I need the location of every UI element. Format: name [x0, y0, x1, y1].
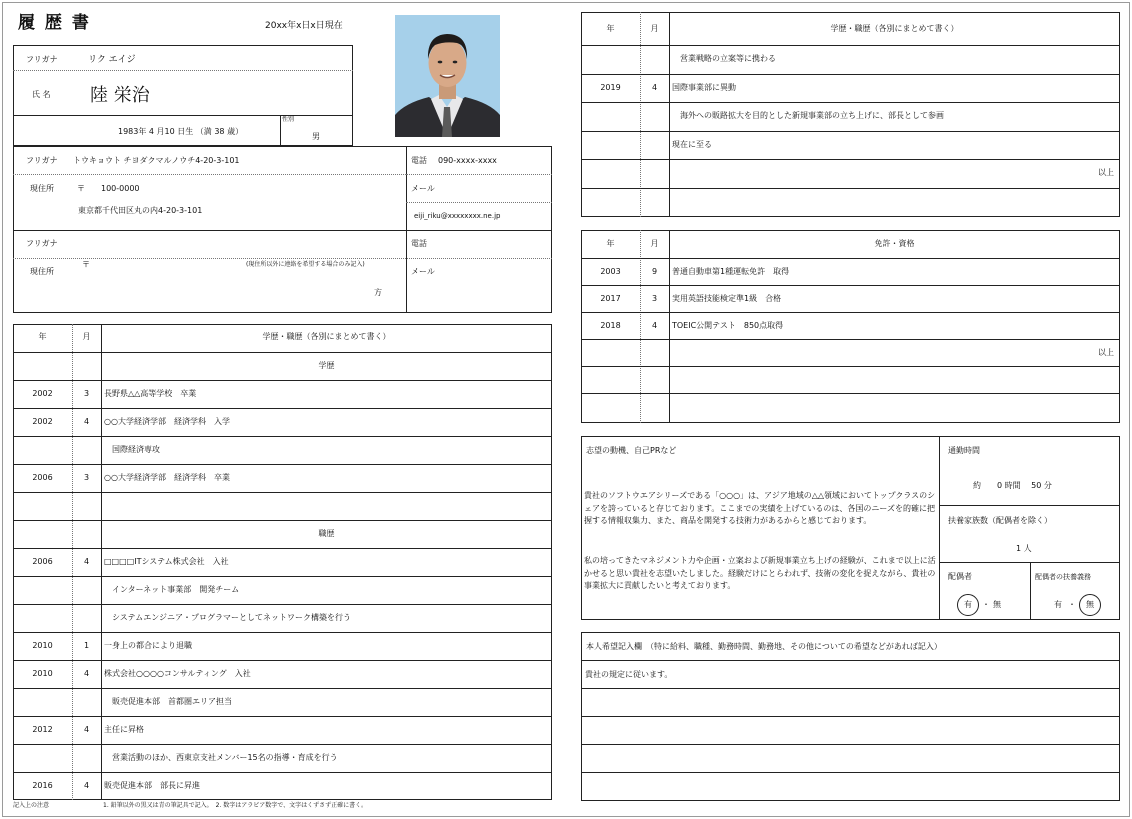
- contact-note: (現住所以外に連絡を希望する場合のみ記入): [246, 261, 365, 268]
- history-left-row-year: 2010: [32, 641, 53, 650]
- sex-value: 男: [312, 132, 320, 141]
- history-left-row-month: 4: [83, 417, 90, 426]
- full-name: 陸 栄治: [90, 85, 150, 106]
- history-left-row-year: 2002: [32, 389, 53, 398]
- history-left-row-divider: [13, 744, 552, 745]
- license-row-month: 4: [651, 321, 658, 330]
- history-left-row-divider: [13, 520, 552, 521]
- history-left-row-text: 学歴: [318, 361, 335, 370]
- request-text: 貴社の規定に従います。: [585, 670, 673, 679]
- license-row-year: 2003: [600, 267, 621, 276]
- commute-value: 約 0 時間 50 分: [973, 481, 1052, 490]
- history-left-row-month: 4: [83, 781, 90, 790]
- history-right-row-text: 営業戦略の立案等に携わる: [672, 54, 776, 63]
- motivation-label: 志望の動機、自己PRなど: [586, 446, 677, 455]
- license-row-year: 2017: [600, 294, 621, 303]
- license-row-divider: [581, 366, 1120, 367]
- tel-label-2: 電話: [411, 239, 427, 248]
- history-left-row-month: 4: [83, 557, 90, 566]
- tel-1: 090-xxxx-xxxx: [438, 156, 497, 165]
- spouse-no: 無: [993, 600, 1001, 609]
- motivation-text-1: 貴社のソフトウエアシリーズである「○○○」は、アジア地域の△△領域においてトップクラスのシェアを誇っていると存じております。ここまでの実績を上げているのは、各国のニーズを的確に把握する情報収集力、また、商品を開発する技術力があるからと感じております。: [584, 491, 936, 525]
- mail-1: eiji_riku@xxxxxxxx.ne.jp: [414, 212, 501, 220]
- history-right-row-divider: [581, 159, 1120, 160]
- history-left-row-month: 4: [83, 725, 90, 734]
- license-content-header: 免許・資格: [874, 239, 915, 248]
- history-left-row-divider: [13, 408, 552, 409]
- history-left-row-text: 一身上の都合により退職: [104, 641, 192, 650]
- history-left-row-divider: [13, 604, 552, 605]
- license-row-divider: [581, 285, 1120, 286]
- history-right-row-text: 海外への販路拡大を目的とした新規事業部の立ち上げに、部長として参画: [672, 111, 944, 120]
- history-left-row-year: 2006: [32, 473, 53, 482]
- license-row-text: 以上: [1098, 348, 1114, 357]
- request-label: 本人希望記入欄 （特に給料、職種、勤務時間、勤務地、その他についての希望などがあれば記入）: [586, 642, 942, 651]
- history-left-row-divider: [13, 492, 552, 493]
- support-separator: ・: [1068, 600, 1076, 609]
- sex-label: 性別: [282, 116, 295, 123]
- footnote-label: 記入上の注意: [13, 802, 50, 809]
- license-row-year: 2018: [600, 321, 621, 330]
- support-label: 配偶者の扶養義務: [1035, 573, 1091, 581]
- history-left-row-month: 3: [83, 389, 90, 398]
- history-right-row-divider: [581, 188, 1120, 189]
- history-right-row-divider: [581, 74, 1120, 75]
- history-left-row-year: 2006: [32, 557, 53, 566]
- history-left-row-text: 国際経済専攻: [104, 445, 160, 454]
- history-right-row-year: 2019: [600, 82, 621, 92]
- history-right-row-text: 国際事業部に異動: [672, 82, 736, 92]
- portrait-photo: [395, 15, 500, 137]
- document-title: 履 歴 書: [18, 13, 91, 33]
- furigana-label-2: フリガナ: [26, 239, 58, 248]
- license-row-text: TOEIC公開テスト 850点取得: [672, 321, 784, 330]
- history-left-row-year: 2002: [32, 417, 53, 426]
- history-left-row-month: 1: [83, 641, 90, 650]
- license-row-divider: [581, 258, 1120, 259]
- license-row-month: 9: [651, 267, 658, 276]
- history-left-row-text: 長野県△△高等学校 卒業: [104, 389, 197, 398]
- history-left-row-text: 販売促進本部 部長に昇進: [104, 781, 200, 790]
- history-left-row-divider: [13, 576, 552, 577]
- birth-date: 1983年 4 月10 日生 （満 38 歳）: [118, 127, 244, 136]
- history-left-row-text: □□□□ITシステム株式会社 入社: [104, 557, 229, 566]
- history-left-content-header: 学歴・職歴（各別にまとめて書く）: [262, 332, 391, 341]
- history-left-row-divider: [13, 772, 552, 773]
- history-left-row-divider: [13, 352, 552, 353]
- license-year-header: 年: [606, 239, 615, 248]
- history-left-month-header: 月: [82, 332, 91, 341]
- history-left-row-text: インターネット事業部 開発チーム: [104, 585, 240, 594]
- history-left-row-divider: [13, 464, 552, 465]
- spouse-label: 配偶者: [948, 572, 972, 581]
- support-yes: 有: [1054, 600, 1062, 609]
- license-row-divider: [581, 312, 1120, 313]
- history-left-row-text: ○○大学経済学部 経済学科 入学: [104, 417, 230, 426]
- history-left-row-divider: [13, 380, 552, 381]
- person-photo-icon: [395, 15, 500, 137]
- address-label-2: 現住所: [30, 267, 54, 276]
- motivation-text-2: 私の培ってきたマネジメント力や企画・立案および新規事業立ち上げの経験が、これまで以上に活かせると思い貴社を志望いたしました。経験だけにとらわれず、技術の変化を捉えながら、貴社の事業拡大に貢献したいと考えております。: [584, 556, 936, 590]
- history-right-content-header: 学歴・職歴（各別にまとめて書く）: [830, 24, 959, 33]
- history-left-row-year: 2016: [32, 781, 53, 790]
- kata-label: 方: [374, 288, 382, 297]
- history-left-row-text: システムエンジニア・プログラマーとしてネットワーク構築を行う: [104, 613, 351, 622]
- license-row-text: 実用英語技能検定準1級 合格: [672, 294, 782, 303]
- postal-code-2: 〒: [82, 260, 90, 269]
- history-right-row-divider: [581, 131, 1120, 132]
- spouse-separator: ・: [982, 600, 990, 609]
- footnote-text: 1. 鉛筆以外の黒又は青の筆記具で記入。 2. 数字はアラビア数字で、文字はくずさず正確に書く。: [103, 802, 368, 809]
- address-block-2: [13, 230, 552, 313]
- tel-label-1: 電話: [411, 156, 427, 165]
- history-left-row-divider: [13, 716, 552, 717]
- history-right-month-header: 月: [650, 24, 659, 33]
- license-row-text: 普通自動車第1種運転免許 取得: [672, 267, 790, 276]
- license-row-month: 3: [651, 294, 658, 303]
- history-left-row-year: 2010: [32, 669, 53, 678]
- spouse-yes: 有: [964, 600, 972, 609]
- history-left-row-month: 3: [83, 473, 90, 482]
- history-left-row-divider: [13, 688, 552, 689]
- furigana-address-1: トウキョウト チヨダクマルノウチ4-20-3-101: [73, 156, 240, 165]
- address-1: 東京都千代田区丸の内4-20-3-101: [78, 206, 203, 215]
- history-left-row-year: 2012: [32, 725, 53, 734]
- history-right-row-text: 以上: [1098, 168, 1114, 177]
- history-left-row-text: 株式会社○○○○コンサルティング 入社: [104, 669, 251, 678]
- license-row-divider: [581, 339, 1120, 340]
- history-left-row-divider: [13, 436, 552, 437]
- dependents-value: 1 人: [1016, 544, 1032, 553]
- history-right-row-month: 4: [651, 82, 658, 92]
- history-right-year-header: 年: [606, 24, 615, 33]
- history-right-row-divider: [581, 45, 1120, 46]
- history-left-row-month: 4: [83, 669, 90, 678]
- history-left-row-divider: [13, 548, 552, 549]
- history-left-row-text: 主任に昇格: [104, 725, 144, 734]
- history-right-row-divider: [581, 102, 1120, 103]
- furigana-label: フリガナ: [26, 55, 58, 64]
- furigana-label-1: フリガナ: [26, 156, 58, 165]
- address-label-1: 現住所: [30, 184, 54, 193]
- history-left-row-divider: [13, 660, 552, 661]
- dependents-label: 扶養家族数（配偶者を除く）: [948, 516, 1052, 525]
- history-left-row-text: ○○大学経済学部 経済学科 卒業: [104, 473, 230, 482]
- name-label: 氏 名: [32, 90, 51, 99]
- license-row-divider: [581, 393, 1120, 394]
- history-left-row-divider: [13, 632, 552, 633]
- furigana-name: リク エイジ: [88, 55, 136, 65]
- history-left-row-text: 営業活動のほか、西東京支社メンバー15名の指導・育成を行う: [104, 753, 338, 762]
- history-left-row-text: 職歴: [318, 529, 335, 538]
- license-month-header: 月: [650, 239, 659, 248]
- history-left-year-header: 年: [38, 332, 47, 341]
- history-left-row-text: 販売促進本部 首都圏エリア担当: [104, 697, 232, 706]
- history-right-row-text: 現在に至る: [672, 139, 712, 149]
- postal-code-1: 〒 100-0000: [77, 184, 140, 193]
- support-no: 無: [1086, 600, 1094, 609]
- date-note: 20xx年x日x日現在: [265, 21, 343, 31]
- mail-label-1: メール: [411, 184, 435, 193]
- mail-label-2: メール: [411, 267, 435, 276]
- commute-label: 通勤時間: [948, 446, 980, 455]
